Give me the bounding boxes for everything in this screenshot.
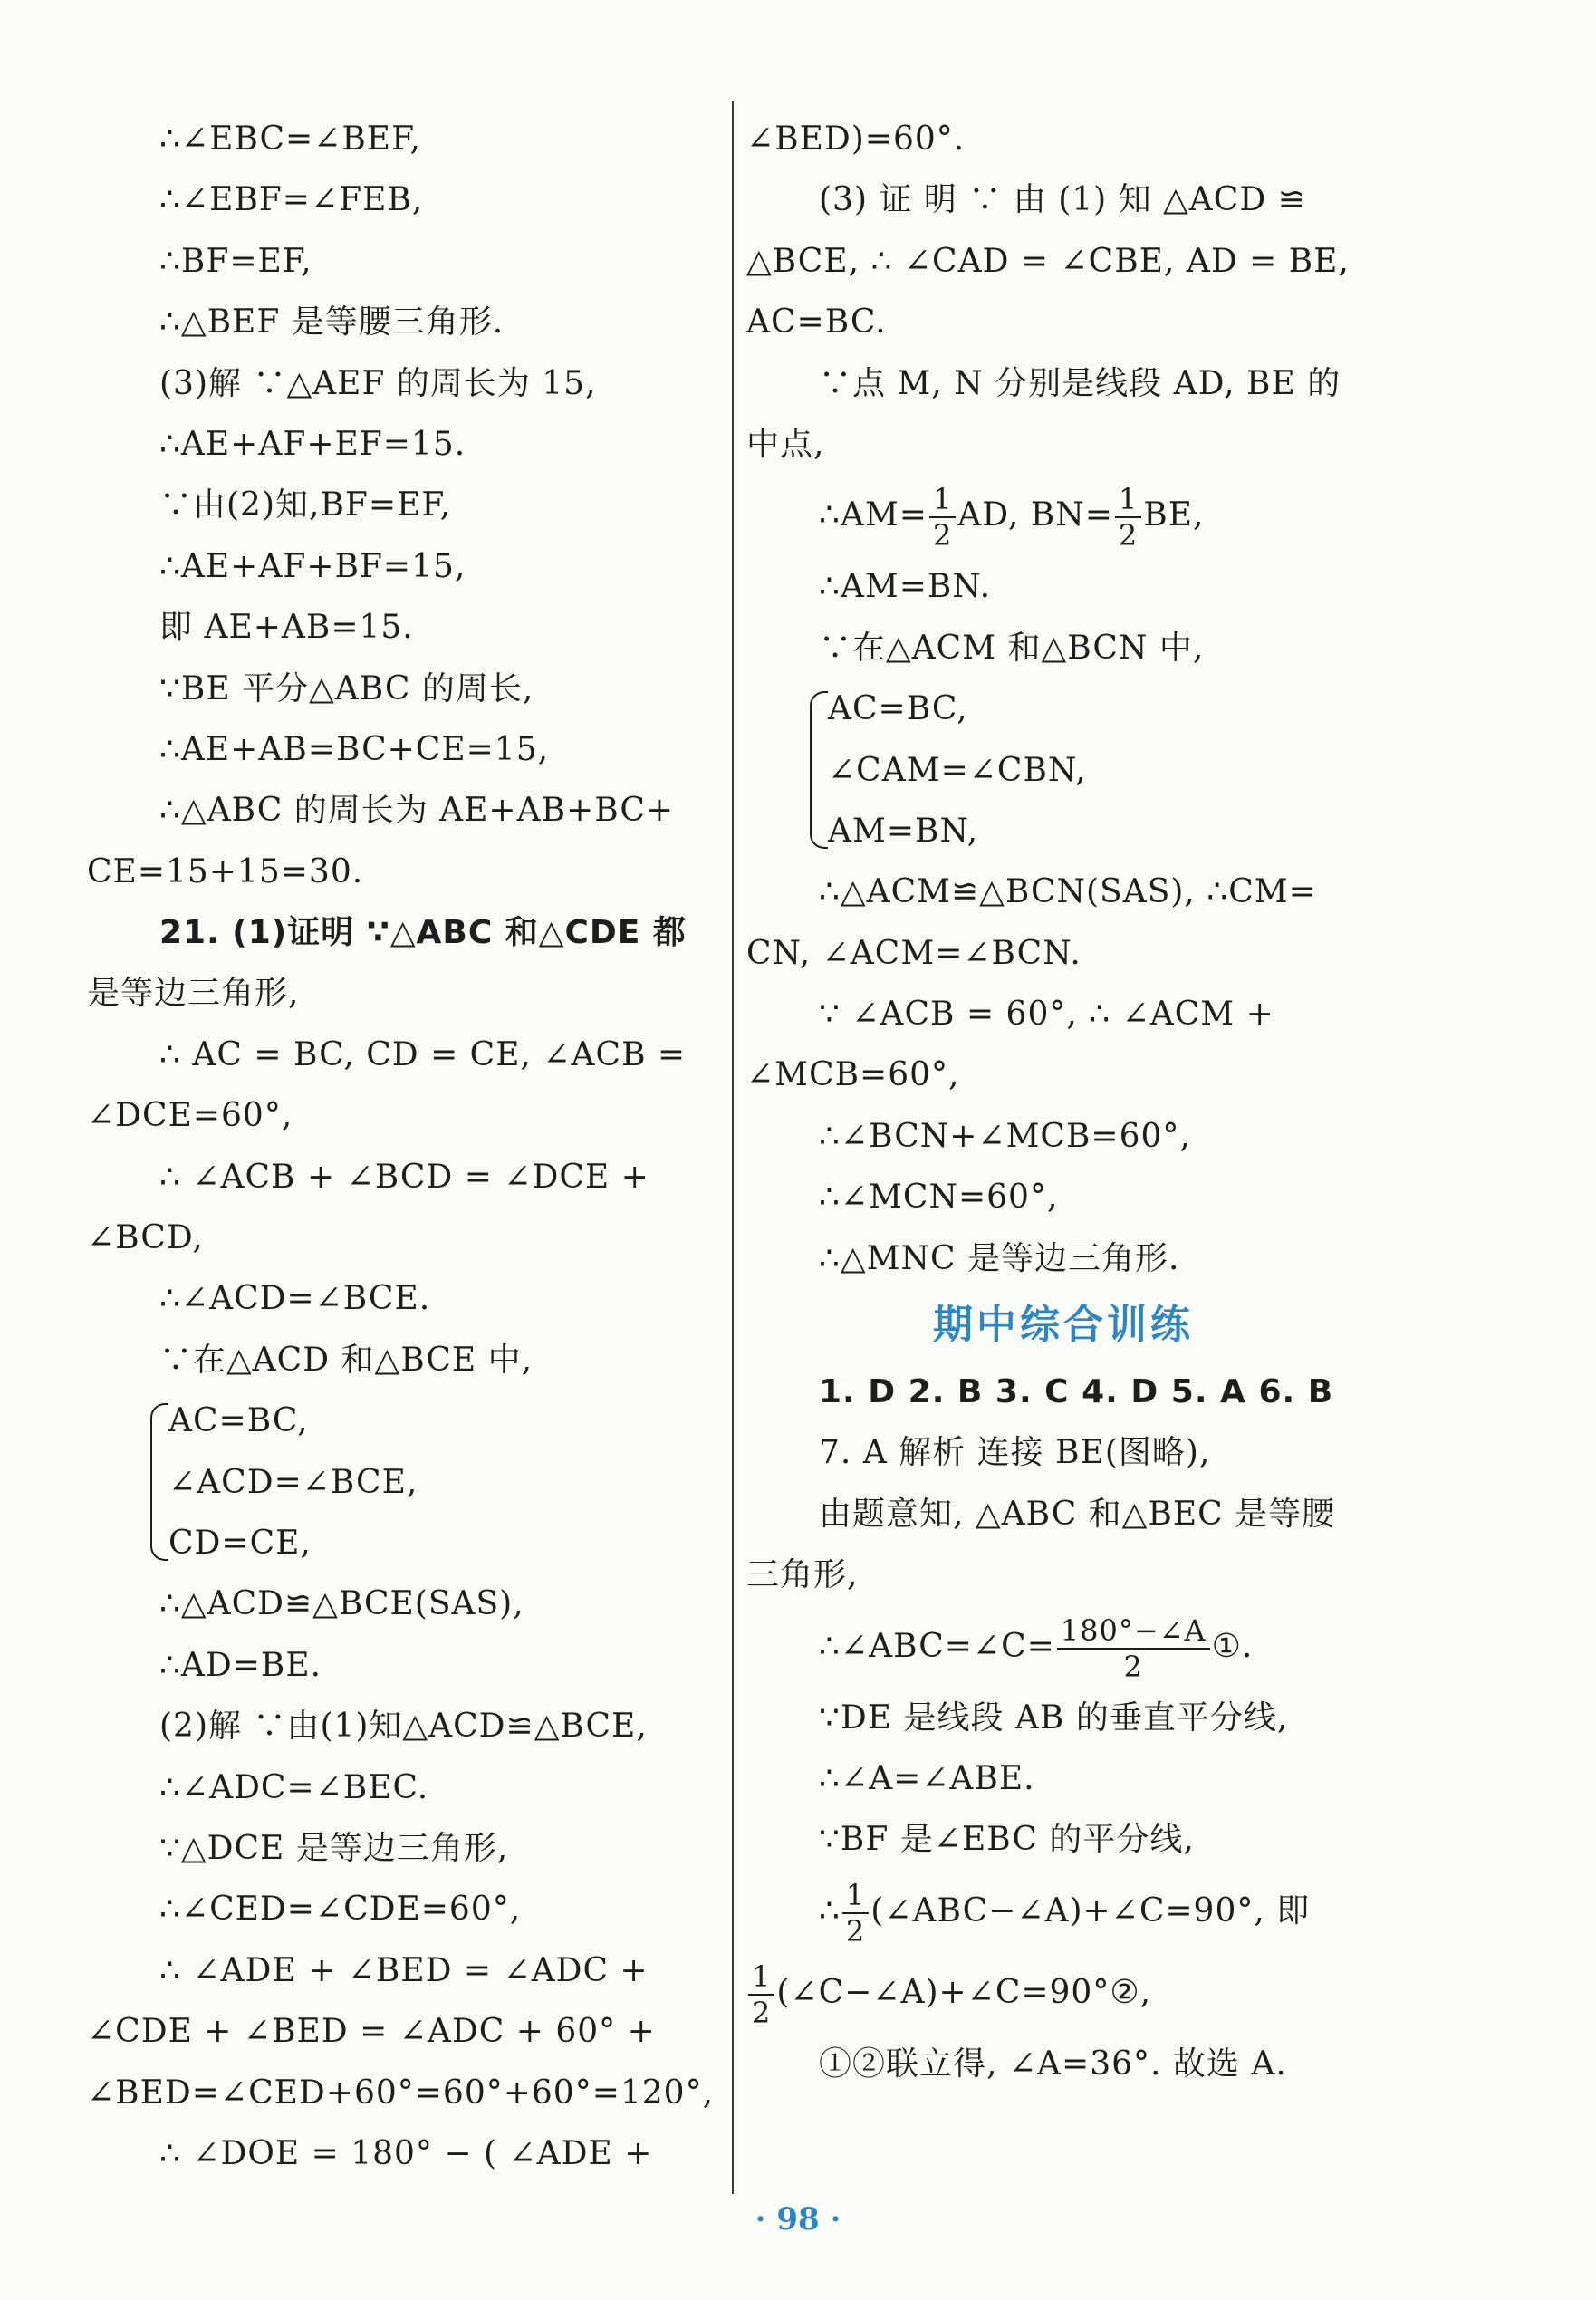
fraction-line: [746, 1952, 1380, 2034]
text-line: ∴ ∠ADE + ∠BED = ∠ADC +: [159, 1951, 649, 1989]
text-line: ∠MCB=60°,: [746, 1056, 960, 1094]
fraction: [929, 482, 956, 553]
problem-21-header: 21. (1)证明 ∵△ABC 和△CDE 都: [159, 914, 687, 952]
text-line: ∴ ∠DOE = 180° − ( ∠ADE +: [159, 2134, 653, 2172]
text-line: ∴BF=EF,: [159, 242, 312, 280]
text-line: ∵由(2)知,BF=EF,: [159, 486, 452, 524]
left-brace: [810, 691, 828, 849]
fraction: [1057, 1612, 1210, 1684]
text-segment: (∠ABC−∠A)+∠C=90°, 即: [870, 1891, 1311, 1929]
fraction: [748, 1958, 774, 2030]
fraction-denominator: 2: [752, 1995, 772, 2030]
text-line: 7. A 解析 连接 BE(图略),: [819, 1434, 1211, 1472]
text-line: ∴∠A=∠ABE.: [819, 1759, 1035, 1797]
text-segment: ∴AM=: [819, 496, 928, 534]
text-line: ∴∠EBC=∠BEF,: [159, 120, 421, 158]
fraction-numerator: 1: [748, 1962, 774, 1996]
text-line: ∵在△ACM 和△BCN 中,: [819, 629, 1205, 667]
system-line: CD=CE,: [168, 1524, 312, 1562]
text-line: ∴ ∠ACB + ∠BCD = ∠DCE +: [159, 1158, 649, 1196]
text-line: ∵BF 是∠EBC 的平分线,: [819, 1821, 1195, 1859]
text-line: ∴∠ACD=∠BCE.: [159, 1280, 431, 1318]
fraction: [842, 1877, 869, 1949]
text-line: ∴∠CED=∠CDE=60°,: [159, 1891, 522, 1929]
text-segment: ∴∠ABC=∠C=: [819, 1627, 1055, 1665]
text-line: CN, ∠ACM=∠BCN.: [746, 934, 1082, 972]
text-line: (2)解 ∵由(1)知△ACD≌△BCE,: [159, 1708, 648, 1746]
fraction-denominator: 2: [845, 1913, 866, 1949]
text-line: (3)解 ∵△AEF 的周长为 15,: [159, 364, 597, 402]
text-line: AC=BC.: [746, 303, 887, 342]
text-line: ∵BE 平分△ABC 的周长,: [159, 669, 534, 707]
text-line: ∵在△ACD 和△BCE 中,: [159, 1341, 534, 1379]
text-line: ①②联立得, ∠A=36°. 故选 A.: [819, 2045, 1287, 2083]
system-line: ∠ACD=∠BCE,: [168, 1463, 418, 1501]
text-line: ∴△MNC 是等边三角形.: [819, 1239, 1180, 1277]
text-line: ∠CDE + ∠BED = ∠ADC + 60° +: [87, 2013, 656, 2051]
text-line: ∴△ABC 的周长为 AE+AB+BC+: [159, 792, 675, 830]
fraction-denominator: 2: [932, 518, 953, 553]
text-line: ∠BED=∠CED+60°=60°+60°=120°,: [87, 2074, 715, 2112]
fraction-line: [746, 1606, 1380, 1688]
page-number: · 98 ·: [755, 2201, 841, 2237]
system-line: ∠CAM=∠CBN,: [828, 751, 1087, 789]
right-column: [746, 109, 1380, 2094]
fraction: [1115, 482, 1141, 553]
text-segment: ∴: [819, 1891, 841, 1929]
fraction-numerator: 180°−∠A: [1057, 1616, 1210, 1650]
text-line: ∠DCE=60°,: [87, 1097, 293, 1135]
fraction-numerator: 1: [1115, 485, 1141, 518]
text-line: 是等边三角形,: [87, 975, 300, 1013]
text-line: ∴ AC = BC, CD = CE, ∠ACB =: [159, 1035, 687, 1073]
text-line: ∴△ACM≌△BCN(SAS), ∴CM=: [819, 873, 1317, 911]
section-heading: 期中综合训练: [933, 1302, 1194, 1349]
fraction-numerator: 1: [929, 485, 956, 518]
text-line: ∵ ∠ACB = 60°, ∴ ∠ACM +: [819, 996, 1274, 1034]
text-segment: ①.: [1211, 1627, 1254, 1665]
equation-system: [746, 678, 1380, 861]
text-line: ∠BCD,: [87, 1219, 204, 1257]
text-line: △BCE, ∴ ∠CAD = ∠CBE, AD = BE,: [746, 242, 1350, 280]
text-line: 由题意知, △ABC 和△BEC 是等腰: [819, 1495, 1336, 1533]
text-line: ∴AE+AB=BC+CE=15,: [159, 730, 550, 768]
system-line: AC=BC,: [828, 690, 968, 728]
text-line: CE=15+15=30.: [87, 852, 364, 890]
text-line: ∴AE+AF+EF=15.: [159, 425, 466, 463]
text-line: ∴∠ADC=∠BEC.: [159, 1768, 429, 1806]
answer-key-line: 1. D 2. B 3. C 4. D 5. A 6. B: [819, 1373, 1334, 1411]
fraction-denominator: 2: [1118, 518, 1139, 553]
left-brace: [150, 1403, 168, 1561]
fraction-line: [746, 1871, 1380, 1952]
text-segment: AD, BN=: [957, 496, 1113, 534]
text-line: ∵△DCE 是等边三角形,: [159, 1829, 509, 1867]
system-line: AM=BN,: [828, 812, 979, 850]
text-line: ∠BED)=60°.: [746, 120, 966, 158]
text-line: ∵点 M, N 分别是线段 AD, BE 的: [819, 364, 1341, 402]
text-line: ∴△BEF 是等腰三角形.: [159, 303, 505, 342]
text-segment: (∠C−∠A)+∠C=90°②,: [776, 1973, 1152, 2011]
text-line: ∴AD=BE.: [159, 1646, 322, 1684]
column-divider: [732, 101, 734, 2194]
text-line: ∴AE+AF+BF=15,: [159, 547, 466, 585]
text-line: (3) 证 明 ∵ 由 (1) 知 △ACD ≌: [819, 181, 1306, 219]
fraction-denominator: 2: [1123, 1649, 1143, 1684]
text-line: ∴△ACD≌△BCE(SAS),: [159, 1585, 524, 1623]
equation-system: [87, 1391, 721, 1573]
text-line: ∴∠EBF=∠FEB,: [159, 181, 424, 219]
text-segment: BE,: [1143, 496, 1205, 534]
left-column: [87, 109, 721, 2184]
fraction-line: [746, 475, 1380, 556]
text-line: ∴∠BCN+∠MCB=60°,: [819, 1117, 1191, 1155]
text-line: 中点,: [746, 425, 825, 463]
text-line: 三角形,: [746, 1556, 859, 1594]
text-line: ∴∠MCN=60°,: [819, 1179, 1059, 1217]
text-line: ∵DE 是线段 AB 的垂直平分线,: [819, 1699, 1289, 1737]
fraction-numerator: 1: [842, 1881, 869, 1914]
text-line: ∴AM=BN.: [819, 568, 992, 606]
text-line: 即 AE+AB=15.: [159, 609, 414, 647]
system-line: AC=BC,: [168, 1402, 309, 1440]
